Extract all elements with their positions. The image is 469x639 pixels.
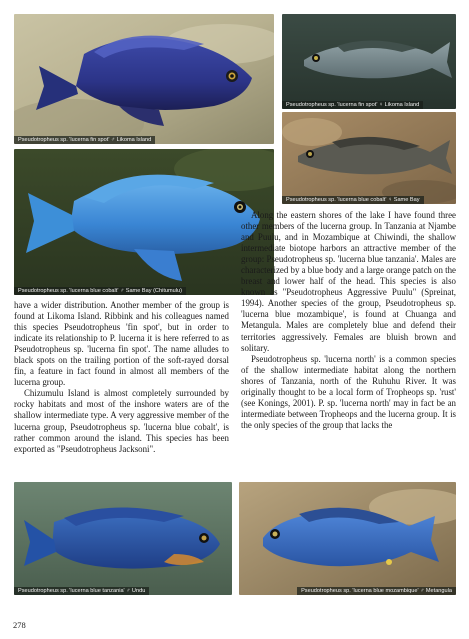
paragraph: Chizumulu Island is almost completely surrounded by rocky habitats and most of the inshore waters are of the shallow intermediate type. A very aggressive member of the lucerna group, Pseudotropheus sp. 'lucerna blue cobalt', is rather common around the island. This species has been exported as "Pseudotropheus Jacksoni". <box>14 388 229 454</box>
photo-lucerna-blue-cobalt-female <box>282 112 456 204</box>
fish-image <box>282 112 456 204</box>
fish-image <box>14 14 274 144</box>
photo-lucerna-blue-cobalt-male <box>14 149 274 295</box>
photo-caption: Pseudotropheus sp. 'lucerna blue tanzania' ♂ Undu <box>14 587 149 595</box>
fish-image <box>282 14 456 109</box>
photo-lucerna-blue-mozambique-male <box>239 482 456 595</box>
photo-caption: Pseudotropheus sp. 'lucerna blue cobalt' ♂ Same Bay (Chitumulu) <box>14 287 186 295</box>
photo-caption: Pseudotropheus sp. 'lucerna blue cobalt' ♀ Same Bay <box>282 196 424 204</box>
photo-caption: Pseudotropheus sp. 'lucerna fin spot' ♂ Likoma Island <box>14 136 155 144</box>
photo-lucerna-blue-tanzania-male <box>14 482 232 595</box>
left-column-text <box>14 300 229 455</box>
paragraph: have a wider distribution. Another member of the group is found at Likoma Island. Ribbink and his colleagues named this species Pseudotropheus 'fin spot', but in order to indicate its relationship to P. lucerna it is here referred to as Pseudotropheus sp. 'lucerna fin spot'. The name alludes to black spots on the trailing portion of the soft-rayed dorsal fin, a feature in fact found in almost all members of the lucerna group. <box>14 300 229 388</box>
photo-lucerna-fin-spot-male <box>14 14 274 144</box>
page-number: 278 <box>13 620 26 630</box>
photo-caption: Pseudotropheus sp. 'lucerna fin spot' ♀ Likoma Island <box>282 101 423 109</box>
paragraph: Along the eastern shores of the lake I have found three other members of the lucerna group. In Tanzania at Njambe and Puulu, and in Mozambique at Chiwindi, the shallow intermediate biotope harbors an attractive member of the group: Pseudotropheus sp. 'lucerna blue tanzania'. Males are characterized by a blue body and a large orange patch on the breast and lower half of the head. This species is also known as "Pseudotropheus Aggressive Puulu" (Spreinat, 1994). Another species of the group, Pseudotropheus sp. 'lucerna blue mozambique', is found at Chuanga and Metangula. Males are completely blue and defend their territories aggressively. Females are bluish brown and solitary. <box>241 210 456 353</box>
fish-image <box>239 482 456 595</box>
photo-lucerna-fin-spot-female <box>282 14 456 109</box>
right-column-text <box>241 210 456 431</box>
paragraph: Pseudotropheus sp. 'lucerna north' is a common species of the shallow intermediate habitat along the northern shores of Tanzania, north of the Ruhuhu River. It was originally thought to be a local form of Tropheops sp. 'rust' (see Konings, 2001). P. sp. 'lucerna north' may in fact be an intermediate between Tropheops and the lucerna group. It is the only species of the group that lacks the <box>241 353 456 430</box>
photo-caption: Pseudotropheus sp. 'lucerna blue mozambique' ♂ Metangula <box>297 587 456 595</box>
fish-image <box>14 149 274 295</box>
fish-image <box>14 482 232 595</box>
